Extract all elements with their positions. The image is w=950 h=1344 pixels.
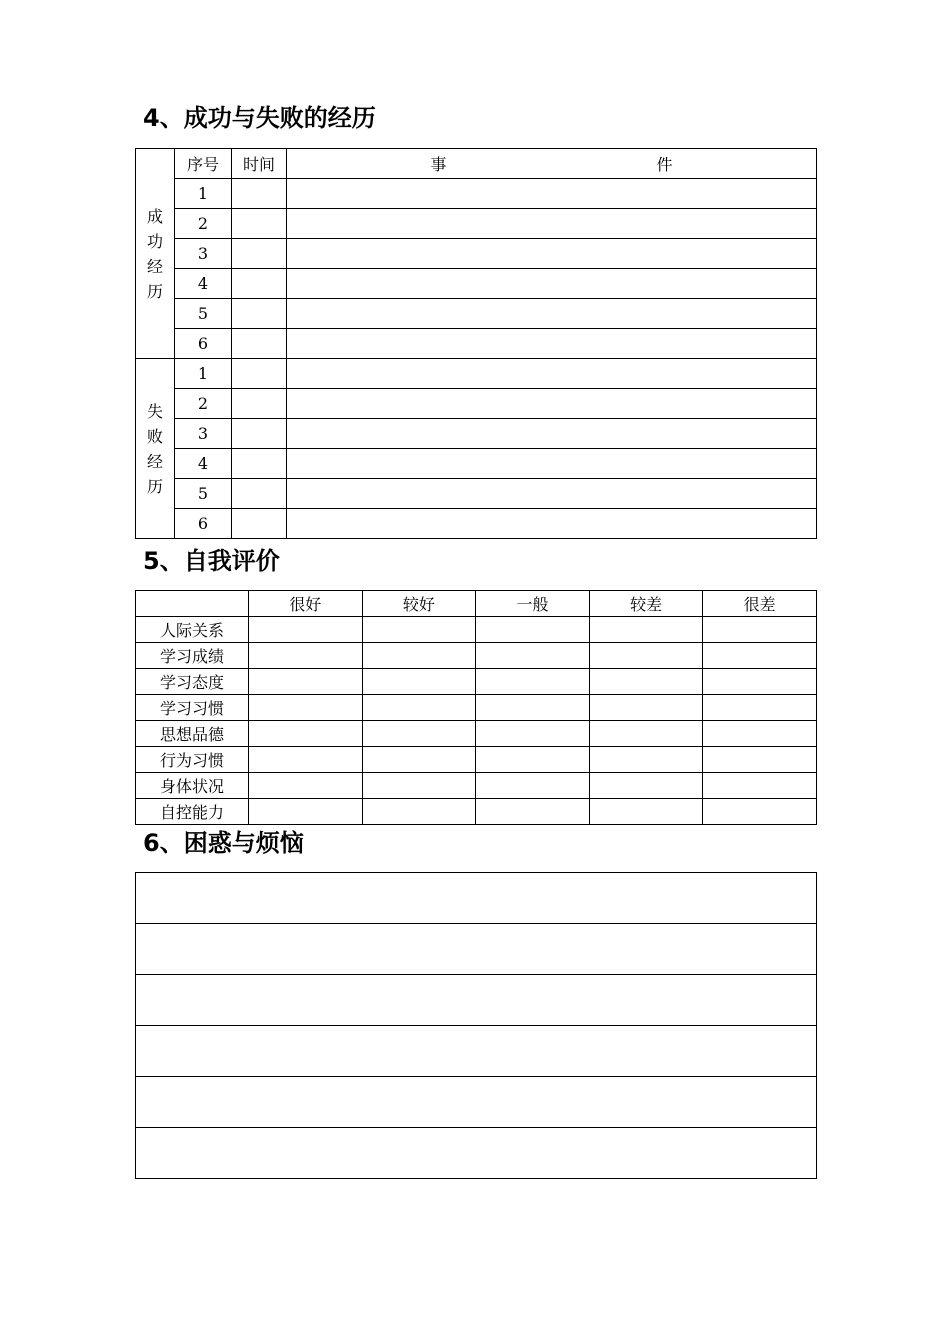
evaluation-row-label: 学习习惯 [136,695,249,721]
evaluation-row-label: 学习态度 [136,669,249,695]
evaluation-check-cell[interactable] [476,773,590,799]
section-4-title: 4、成功与失败的经历 [143,104,376,132]
evaluation-column-header: 很好 [249,591,363,617]
evaluation-check-cell[interactable] [362,617,476,643]
evaluation-row [136,617,817,643]
evaluation-check-cell[interactable] [249,721,363,747]
evaluation-check-cell[interactable] [703,721,817,747]
success-no-cell: 2 [175,209,232,239]
evaluation-check-cell[interactable] [249,617,363,643]
evaluation-check-cell[interactable] [249,747,363,773]
success-no-cell: 1 [175,179,232,209]
section-6-title: 6、困惑与烦恼 [143,829,304,857]
evaluation-check-cell[interactable] [362,799,476,825]
failure-no-cell: 3 [175,419,232,449]
evaluation-row-label: 自控能力 [136,799,249,825]
evaluation-row [136,773,817,799]
failure-event-cell[interactable] [287,389,817,419]
success-row [136,329,817,359]
failure-time-cell[interactable] [232,419,287,449]
evaluation-check-cell[interactable] [476,669,590,695]
failure-no-cell: 5 [175,479,232,509]
evaluation-check-cell[interactable] [589,643,703,669]
evaluation-row-label: 身体状况 [136,773,249,799]
confusion-entry-cell[interactable] [136,1077,817,1128]
evaluation-check-cell[interactable] [703,643,817,669]
evaluation-row [136,643,817,669]
evaluation-row-label: 人际关系 [136,617,249,643]
evaluation-check-cell[interactable] [476,747,590,773]
success-label-char: 经 [146,256,163,276]
success-time-cell[interactable] [232,329,287,359]
success-time-cell[interactable] [232,239,287,269]
success-time-cell[interactable] [232,269,287,299]
confusion-entry-cell[interactable] [136,1128,817,1179]
evaluation-check-cell[interactable] [476,695,590,721]
success-label-char: 历 [146,281,163,301]
success-event-cell[interactable] [287,239,817,269]
evaluation-check-cell[interactable] [703,747,817,773]
evaluation-check-cell[interactable] [476,617,590,643]
success-row [136,239,817,269]
evaluation-check-cell[interactable] [703,669,817,695]
evaluation-check-cell[interactable] [589,747,703,773]
failure-event-cell[interactable] [287,479,817,509]
evaluation-row-label: 行为习惯 [136,747,249,773]
evaluation-check-cell[interactable] [589,799,703,825]
success-event-cell[interactable] [287,269,817,299]
evaluation-check-cell[interactable] [703,617,817,643]
success-no-cell: 3 [175,239,232,269]
evaluation-row [136,669,817,695]
failure-label-char: 败 [146,426,163,446]
evaluation-column-header: 很差 [703,591,817,617]
confusion-entry-cell[interactable] [136,1026,817,1077]
success-time-cell[interactable] [232,209,287,239]
success-no-cell: 5 [175,299,232,329]
failure-row [136,419,817,449]
confusion-row [136,1128,817,1179]
evaluation-check-cell[interactable] [703,799,817,825]
evaluation-column-header: 较差 [589,591,703,617]
success-no-cell: 4 [175,269,232,299]
failure-event-cell[interactable] [287,359,817,389]
section-5-title: 5、自我评价 [143,547,280,575]
header-time: 时间 [232,149,287,179]
failure-label-char: 历 [146,476,163,496]
failure-time-cell[interactable] [232,359,287,389]
evaluation-row [136,695,817,721]
evaluation-column-header: 较好 [362,591,476,617]
header-event-a: 事 [430,155,447,174]
evaluation-row-label: 思想品德 [136,721,249,747]
evaluation-check-cell[interactable] [476,721,590,747]
failure-label-char: 经 [146,451,163,471]
evaluation-check-cell[interactable] [362,669,476,695]
evaluation-header-row [136,591,817,617]
failure-event-cell[interactable] [287,419,817,449]
failure-no-cell: 4 [175,449,232,479]
evaluation-check-cell[interactable] [362,695,476,721]
evaluation-check-cell[interactable] [476,643,590,669]
success-row [136,299,817,329]
failure-time-cell[interactable] [232,509,287,539]
evaluation-check-cell[interactable] [589,617,703,643]
failure-row [136,389,817,419]
failure-no-cell: 6 [175,509,232,539]
failure-no-cell: 2 [175,389,232,419]
failure-time-cell[interactable] [232,479,287,509]
experience-table [135,148,817,539]
evaluation-column-header: 一般 [476,591,590,617]
success-row [136,179,817,209]
evaluation-corner-cell [136,591,249,617]
evaluation-check-cell[interactable] [703,695,817,721]
failure-row [136,479,817,509]
header-no: 序号 [175,149,232,179]
success-label-char: 成 [146,206,163,226]
success-row [136,269,817,299]
failure-row [136,449,817,479]
failure-row [136,359,817,389]
evaluation-check-cell[interactable] [362,721,476,747]
header-event [287,149,817,179]
confusion-entry-cell[interactable] [136,924,817,975]
success-no-cell: 6 [175,329,232,359]
evaluation-row [136,721,817,747]
evaluation-check-cell[interactable] [476,799,590,825]
failure-event-cell[interactable] [287,449,817,479]
failure-time-cell[interactable] [232,449,287,479]
success-event-cell[interactable] [287,329,817,359]
failure-time-cell[interactable] [232,389,287,419]
success-row [136,209,817,239]
evaluation-check-cell[interactable] [249,799,363,825]
success-label [136,149,175,359]
confusion-entry-cell[interactable] [136,873,817,924]
failure-label [136,359,175,539]
evaluation-check-cell[interactable] [589,721,703,747]
failure-row [136,509,817,539]
success-label-char: 功 [146,231,163,251]
evaluation-check-cell[interactable] [703,773,817,799]
failure-label-char: 失 [146,401,163,421]
evaluation-check-cell[interactable] [362,773,476,799]
confusion-entry-cell[interactable] [136,975,817,1026]
failure-event-cell[interactable] [287,509,817,539]
evaluation-check-cell[interactable] [249,643,363,669]
confusion-row [136,924,817,975]
confusion-row [136,873,817,924]
confusion-row [136,1026,817,1077]
evaluation-check-cell[interactable] [249,669,363,695]
evaluation-check-cell[interactable] [589,669,703,695]
success-time-cell[interactable] [232,299,287,329]
header-event-b: 件 [656,155,673,174]
confusion-table [135,872,817,1179]
success-event-cell[interactable] [287,209,817,239]
success-event-cell[interactable] [287,179,817,209]
evaluation-row [136,747,817,773]
failure-no-cell: 1 [175,359,232,389]
evaluation-check-cell[interactable] [589,695,703,721]
evaluation-check-cell[interactable] [249,773,363,799]
success-event-cell[interactable] [287,299,817,329]
evaluation-row-label: 学习成绩 [136,643,249,669]
confusion-row [136,975,817,1026]
evaluation-row [136,799,817,825]
experience-header-row [136,149,817,179]
confusion-row [136,1077,817,1128]
self-evaluation-table [135,590,817,825]
evaluation-check-cell[interactable] [589,773,703,799]
evaluation-check-cell[interactable] [362,747,476,773]
evaluation-check-cell[interactable] [362,643,476,669]
success-time-cell[interactable] [232,179,287,209]
evaluation-check-cell[interactable] [249,695,363,721]
